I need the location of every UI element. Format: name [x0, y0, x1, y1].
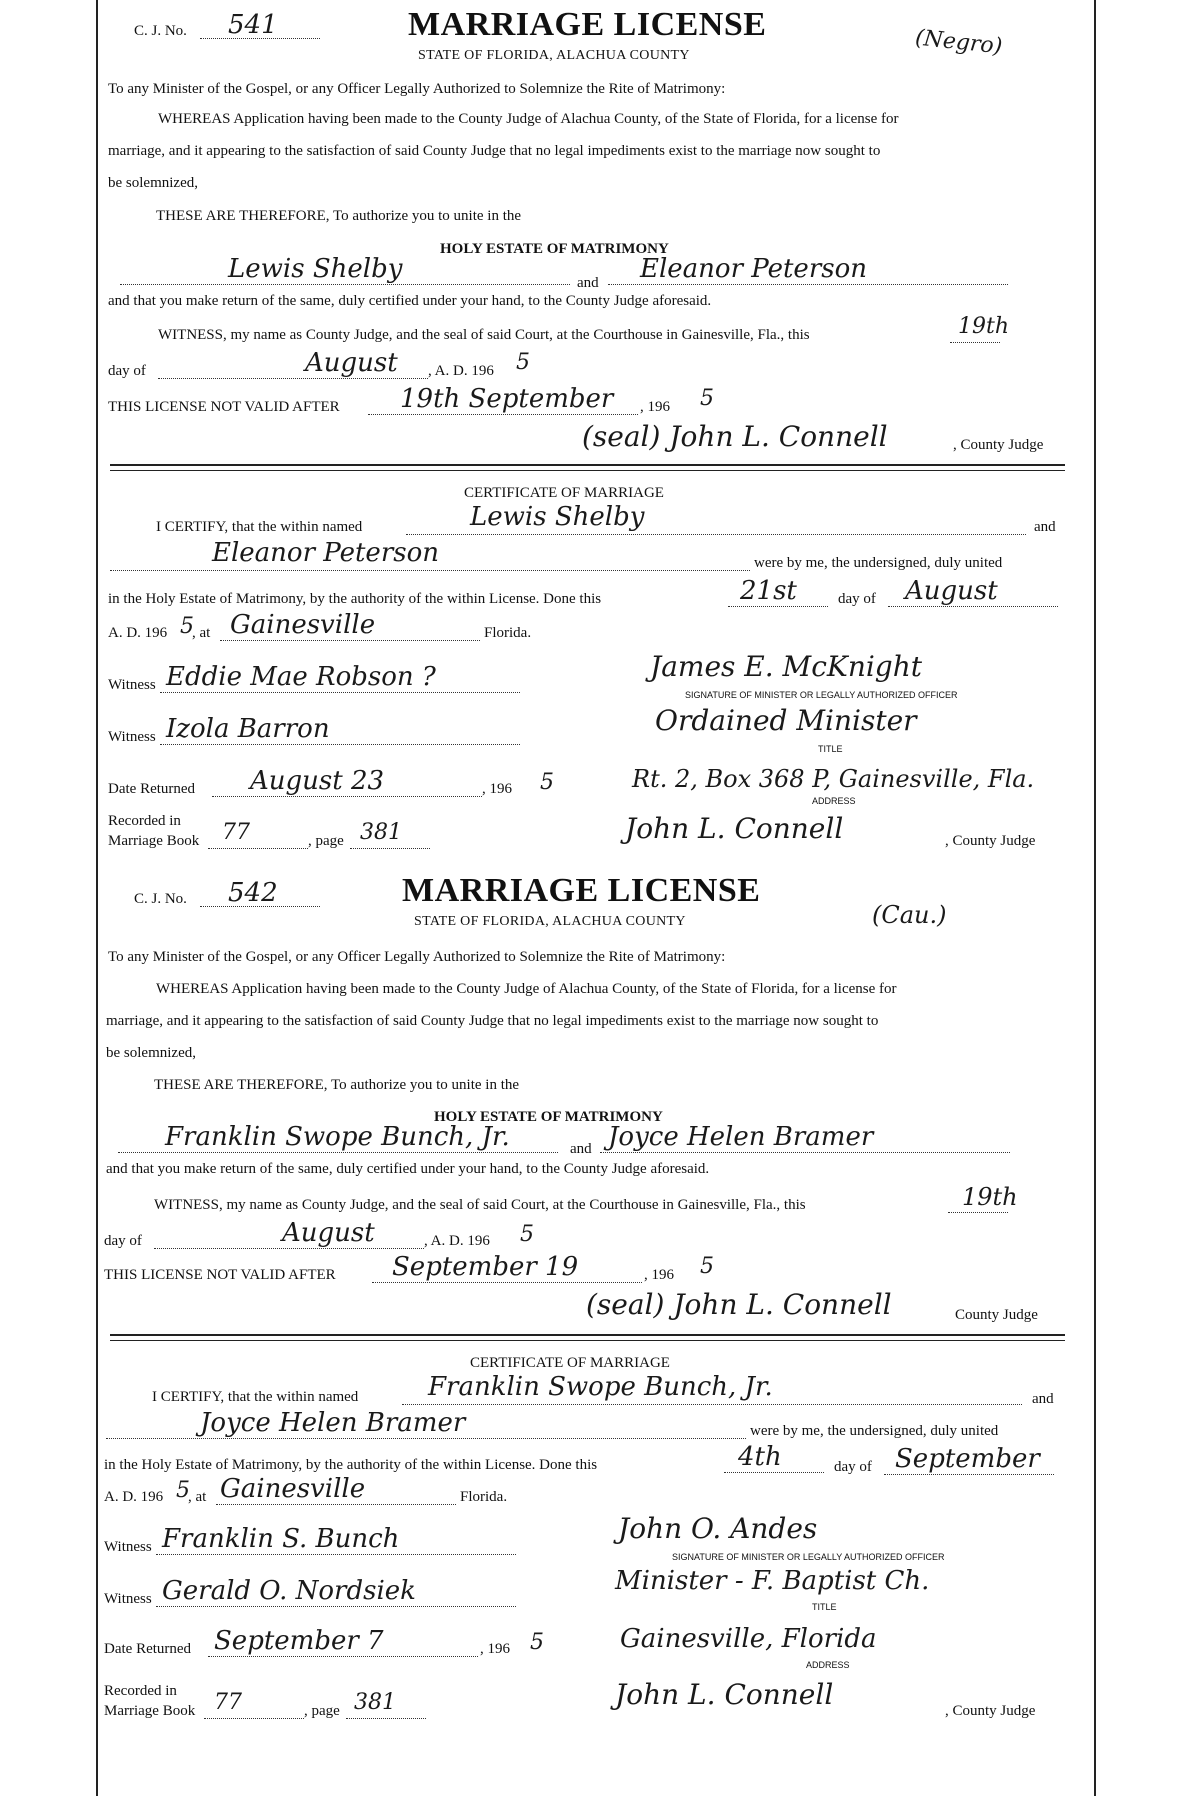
ad2-digit: 5: [176, 1478, 190, 1503]
cert-bride-name: Joyce Helen Bramer: [200, 1408, 466, 1438]
witness1-name: Franklin S. Bunch: [162, 1524, 400, 1554]
officer-address: Gainesville, Florida: [620, 1624, 877, 1654]
not-valid-label: THIS LICENSE NOT VALID AFTER: [104, 1267, 336, 1283]
recorded-in-label: Recorded in: [108, 813, 181, 829]
date-returned-year-digit: 5: [530, 1630, 544, 1655]
return-line: and that you make return of the same, duly certified under your hand, to the County Judge aforesaid.: [106, 1161, 710, 1177]
race-annotation: (Negro): [913, 25, 1004, 60]
date-returned: August 23: [250, 766, 385, 796]
done-day: 21st: [740, 576, 797, 606]
bride-name: Joyce Helen Bramer: [608, 1122, 874, 1152]
witness-day: 19th: [958, 314, 1010, 339]
cert-and-label: and: [1034, 519, 1056, 535]
page-number: 381: [360, 820, 402, 845]
recorder-county-judge-label: , County Judge: [945, 1703, 1036, 1719]
date-returned-year-digit: 5: [540, 770, 554, 795]
united-label: were by me, the undersigned, duly united: [750, 1423, 999, 1439]
not-valid-year-label: , 196: [644, 1267, 674, 1283]
and-label: and: [570, 1141, 592, 1157]
date-returned: September 7: [214, 1626, 384, 1656]
license-subtitle: STATE OF FLORIDA, ALACHUA COUNTY: [418, 48, 690, 63]
ad2-label: A. D. 196: [108, 625, 168, 641]
county-judge-signature: (seal) John L. Connell: [582, 420, 888, 453]
officer-title: Minister - F. Baptist Ch.: [615, 1566, 930, 1596]
done-day-of-label: day of: [838, 591, 876, 607]
done-month: August: [905, 576, 998, 606]
address-caption: ADDRESS: [812, 796, 856, 806]
witness2-label: Witness: [108, 729, 156, 745]
salutation: To any Minister of the Gospel, or any Officer Legally Authorized to Solemnize the Rite of Matrimony:: [108, 81, 726, 97]
witness1-name: Eddie Mae Robson ?: [166, 662, 436, 692]
address-caption: ADDRESS: [806, 1660, 850, 1670]
and-label: and: [577, 275, 599, 291]
witness-line: WITNESS, my name as County Judge, and the seal of said Court, at the Courthouse in Gainesville, Fla., this: [158, 327, 810, 343]
groom-name: Franklin Swope Bunch, Jr.: [165, 1122, 510, 1152]
officer-address: Rt. 2, Box 368 P, Gainesville, Fla.: [632, 765, 1035, 793]
not-valid-year-label: , 196: [640, 399, 670, 415]
page-label: , page: [304, 1703, 340, 1719]
not-valid-year-digit: 5: [700, 1254, 714, 1279]
holy-estate-heading: HOLY ESTATE OF MATRIMONY: [434, 1109, 663, 1125]
page-number: 381: [354, 1690, 396, 1715]
witness2-name: Gerald O. Nordsiek: [162, 1576, 416, 1606]
witness1-label: Witness: [104, 1539, 152, 1555]
whereas-line-3: be solemnized,: [108, 175, 198, 191]
not-valid-date: September 19: [392, 1252, 579, 1282]
witness2-label: Witness: [104, 1591, 152, 1607]
done-day: 4th: [738, 1442, 782, 1472]
title-caption: TITLE: [812, 1602, 837, 1612]
whereas-line-2: marriage, and it appearing to the satisfaction of said County Judge that no legal impediments exist to the marriage now sought to: [108, 143, 881, 159]
signature-caption: SIGNATURE OF MINISTER OR LEGALLY AUTHORIZED OFFICER: [672, 1552, 945, 1562]
license-subtitle: STATE OF FLORIDA, ALACHUA COUNTY: [414, 914, 686, 929]
date-returned-year-label: , 196: [482, 781, 512, 797]
certificate-heading: CERTIFICATE OF MARRIAGE: [470, 1355, 670, 1371]
holy-estate-line: in the Holy Estate of Matrimony, by the authority of the within License. Done this: [104, 1457, 598, 1473]
holy-estate-heading: HOLY ESTATE OF MATRIMONY: [440, 241, 669, 257]
date-returned-label: Date Returned: [108, 781, 196, 797]
florida-label: Florida.: [484, 625, 532, 641]
not-valid-year-digit: 5: [700, 386, 714, 411]
marriage-place: Gainesville: [230, 610, 376, 640]
day-of-label: day of: [108, 363, 146, 379]
whereas-line-3: be solemnized,: [106, 1045, 196, 1061]
officer-title: Ordained Minister: [655, 704, 917, 737]
book-number: 77: [214, 1690, 242, 1715]
witness1-label: Witness: [108, 677, 156, 693]
day-of-label: day of: [104, 1233, 142, 1249]
county-judge-label: County Judge: [955, 1307, 1038, 1323]
license-title: MARRIAGE LICENSE: [408, 6, 767, 43]
done-day-of-label: day of: [834, 1459, 872, 1475]
ad-label: , A. D. 196: [428, 363, 494, 379]
license-title: MARRIAGE LICENSE: [402, 872, 761, 909]
ad2-label: A. D. 196: [104, 1489, 164, 1505]
holy-estate-line: in the Holy Estate of Matrimony, by the authority of the within License. Done this: [108, 591, 602, 607]
salutation: To any Minister of the Gospel, or any Officer Legally Authorized to Solemnize the Rite of Matrimony:: [108, 949, 726, 965]
certificate-heading: CERTIFICATE OF MARRIAGE: [464, 485, 664, 501]
race-annotation: (Cau.): [872, 901, 947, 929]
recorder-county-judge-label: , County Judge: [945, 833, 1036, 849]
groom-name: Lewis Shelby: [228, 254, 403, 284]
cj-label: C. J. No.: [134, 23, 187, 39]
signature-caption: SIGNATURE OF MINISTER OR LEGALLY AUTHORIZED OFFICER: [685, 690, 958, 700]
recorder-signature: John L. Connell: [615, 1678, 834, 1711]
witness2-name: Izola Barron: [166, 714, 330, 744]
not-valid-date: 19th September: [400, 384, 614, 414]
not-valid-label: THIS LICENSE NOT VALID AFTER: [108, 399, 340, 415]
return-line: and that you make return of the same, duly certified under your hand, to the County Judge aforesaid.: [108, 293, 712, 309]
cj-number: 542: [228, 878, 278, 908]
cj-number: 541: [228, 10, 278, 40]
whereas-line-2: marriage, and it appearing to the satisfaction of said County Judge that no legal impediments exist to the marriage now sought to: [106, 1013, 879, 1029]
certify-label: I CERTIFY, that the within named: [152, 1389, 359, 1405]
license-year-digit: 5: [516, 350, 530, 375]
county-judge-label: , County Judge: [953, 437, 1044, 453]
florida-label: Florida.: [460, 1489, 508, 1505]
cert-groom-name: Lewis Shelby: [470, 502, 645, 532]
united-label: were by me, the undersigned, duly united: [754, 555, 1003, 571]
ad-label: , A. D. 196: [424, 1233, 490, 1249]
recorded-in-label: Recorded in: [104, 1683, 177, 1699]
whereas-line-1: WHEREAS Application having been made to the County Judge of Alachua County, of the State of Florida, for a license for: [156, 981, 897, 997]
book-number: 77: [222, 820, 250, 845]
recorder-signature: John L. Connell: [625, 812, 844, 845]
officer-signature: James E. McKnight: [650, 650, 923, 683]
title-caption: TITLE: [818, 744, 843, 754]
date-returned-year-label: , 196: [480, 1641, 510, 1657]
done-month: September: [895, 1444, 1040, 1474]
officer-signature: John O. Andes: [618, 1512, 818, 1545]
license-month: August: [305, 348, 398, 378]
marriage-book-label: Marriage Book: [108, 833, 200, 849]
cert-and-label: and: [1032, 1391, 1054, 1407]
county-judge-signature: (seal) John L. Connell: [586, 1288, 892, 1321]
license-year-digit: 5: [520, 1222, 534, 1247]
marriage-book-label: Marriage Book: [104, 1703, 196, 1719]
cert-bride-name: Eleanor Peterson: [212, 538, 439, 568]
certify-label: I CERTIFY, that the within named: [156, 519, 363, 535]
ad2-digit: 5: [180, 614, 194, 639]
page-label: , page: [308, 833, 344, 849]
whereas-line-1: WHEREAS Application having been made to the County Judge of Alachua County, of the State of Florida, for a license for: [158, 111, 899, 127]
witness-day: 19th: [962, 1183, 1018, 1211]
date-returned-label: Date Returned: [104, 1641, 192, 1657]
cert-groom-name: Franklin Swope Bunch, Jr.: [428, 1372, 773, 1402]
witness-line: WITNESS, my name as County Judge, and the seal of said Court, at the Courthouse in Gainesville, Fla., this: [154, 1197, 806, 1213]
bride-name: Eleanor Peterson: [640, 254, 867, 284]
license-month: August: [282, 1218, 375, 1248]
marriage-place: Gainesville: [220, 1474, 366, 1504]
at-label: , at: [188, 1489, 207, 1505]
therefore-line: THESE ARE THEREFORE, To authorize you to unite in the: [156, 208, 522, 224]
at-label: , at: [192, 625, 211, 641]
cj-label: C. J. No.: [134, 891, 187, 907]
therefore-line: THESE ARE THEREFORE, To authorize you to unite in the: [154, 1077, 520, 1093]
